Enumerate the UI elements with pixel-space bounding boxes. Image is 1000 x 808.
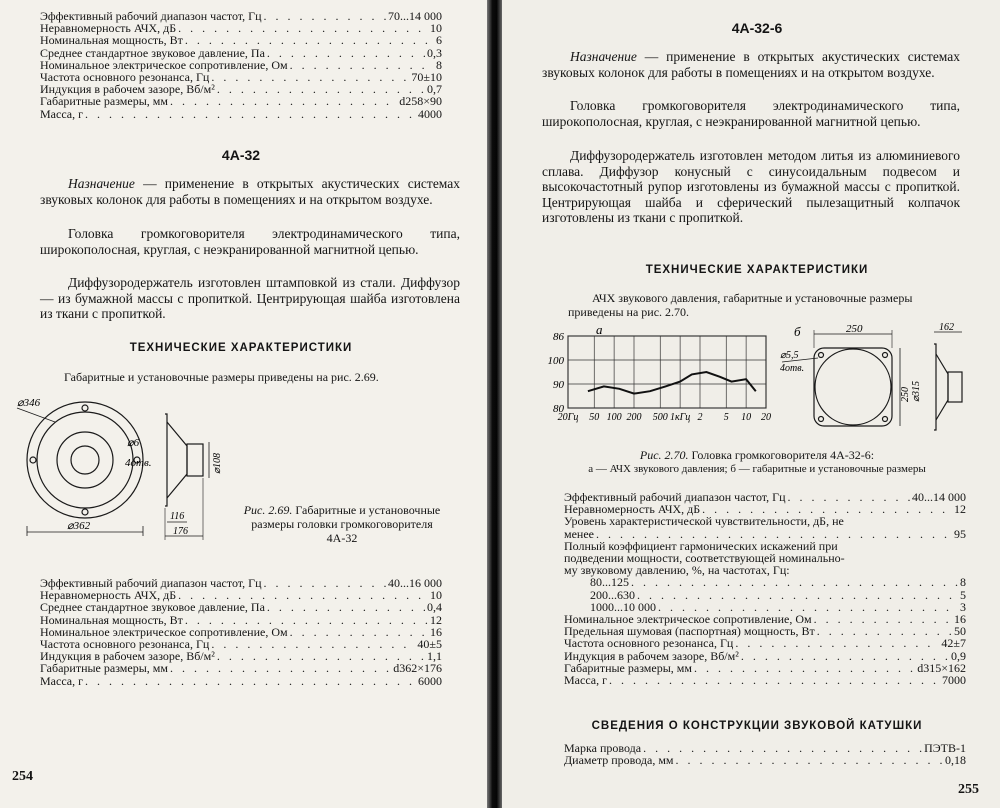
spec-row xyxy=(40,601,442,613)
dim-d108: ⌀108 xyxy=(212,452,223,474)
dim-162: 162 xyxy=(939,322,954,333)
spec-row xyxy=(564,576,966,588)
spec-value: 16 xyxy=(954,612,966,627)
mount-hole xyxy=(30,457,36,463)
dim-d346: ⌀346 xyxy=(17,397,41,409)
spec-row xyxy=(40,95,442,107)
spec-value: 10 xyxy=(430,21,442,36)
type-paragraph: Головка громкоговорителя электродинамического типа, широкополосная, круглая, с неэкранированной магнитной цепью. xyxy=(542,98,960,129)
spec-row xyxy=(40,675,442,687)
construction-paragraph: Диффузородержатель изготовлен методом литья из алюминиевого сплава. Диффузор конусный с синусоидальным подвесом и высокочастотный рупор изготовлены из бумажной массы с пропиткой. Центрирующая шайба и сферический пылезащитный колпачок изготовлены из ткани с пропиткой. xyxy=(542,148,960,226)
spec-row xyxy=(564,754,966,766)
dim-d6: ⌀6 xyxy=(127,437,140,449)
sens-label: менее xyxy=(564,526,594,541)
spec-value: 40±5 xyxy=(417,637,442,652)
right-page xyxy=(502,0,1000,808)
spec-row xyxy=(564,674,966,686)
spec-value: 6 xyxy=(436,33,442,48)
dim-d315: ⌀315 xyxy=(911,380,922,402)
mount-hole xyxy=(883,353,888,358)
spec-value: 8 xyxy=(960,575,966,590)
chart-x-tick: 5 xyxy=(723,412,729,423)
chart-x-tick: 500 xyxy=(652,412,668,423)
spec-label: Габаритные размеры, мм xyxy=(564,660,692,675)
spec-label: Эффективный рабочий диапазон частот, Гц xyxy=(40,576,262,590)
dim-176: 176 xyxy=(173,526,188,537)
spec-label: Номинальная мощность, Вт xyxy=(40,612,183,627)
figure-2-70-caption-sub: а — АЧХ звукового давления; б — габаритные и установочные размеры xyxy=(588,463,926,475)
model-title-4a32: 4А-32 xyxy=(221,147,261,163)
page-number-right: 255 xyxy=(958,782,979,797)
mount-hole xyxy=(819,353,824,358)
spec-label: Предельная шумовая (паспортная) мощность, Вт xyxy=(564,624,815,639)
chart-y-tick: 100 xyxy=(547,355,564,367)
chart-x-tick: 100 xyxy=(606,412,622,423)
square-frame xyxy=(814,348,892,426)
spec-value: ПЭТВ-1 xyxy=(924,741,966,755)
spec-group-a xyxy=(564,491,966,515)
spec-label: 1000...10 000 xyxy=(590,599,656,614)
spec-list-bottom xyxy=(40,577,442,687)
spec-value: 12 xyxy=(430,612,442,627)
figure-2-69-drawing xyxy=(15,394,235,544)
chart-response-curve xyxy=(588,372,756,394)
thd-rows xyxy=(564,576,966,613)
spec-row xyxy=(40,662,442,674)
left-page xyxy=(0,0,487,808)
coil-specs xyxy=(564,742,966,766)
spec-label: Индукция в рабочем зазоре, Вб/м² xyxy=(40,649,215,664)
spec-label: Неравномерность АЧХ, дБ xyxy=(564,502,701,517)
chart-x-tick: 1кГц xyxy=(669,412,691,423)
mount-hole xyxy=(819,417,824,422)
spec-label: Диаметр провода, мм xyxy=(564,753,674,768)
spec-value: 10 xyxy=(430,588,442,603)
spec-row xyxy=(40,47,442,59)
figure-label: Рис. 2.69. xyxy=(243,503,293,517)
spec-label: Индукция в рабочем зазоре, Вб/м² xyxy=(40,82,215,97)
thd-line-2: подведении мощности, соответствующей номинально- xyxy=(564,551,845,566)
dim-d55: ⌀5,5 xyxy=(780,350,799,361)
spec-value: 16 xyxy=(430,624,442,639)
type-paragraph: Головка громкоговорителя электродинамического типа, широкополосная, круглая, с неэкранированной магнитной цепью. xyxy=(40,226,460,257)
chart-x-tick: 20Гц xyxy=(557,412,579,423)
sens-value: 95 xyxy=(954,526,966,541)
figure-label: Рис. 2.70. xyxy=(639,448,689,462)
thd-line-3: му звуковому давлению, %, на частотах, Гц: xyxy=(564,563,790,578)
purpose-paragraph xyxy=(542,49,960,80)
side-profile xyxy=(934,344,936,430)
spec-label: Частота основного резонанса, Гц xyxy=(40,70,210,85)
mount-hole xyxy=(82,509,88,515)
spec-label: Номинальная мощность, Вт xyxy=(40,33,183,48)
frame-circle xyxy=(815,349,891,425)
spec-label: Марка провода xyxy=(564,741,642,755)
spec-value: 4000 xyxy=(418,106,442,121)
spec-label: Номинальное электрическое сопротивление, Ом xyxy=(564,612,812,627)
spec-label: Масса, г xyxy=(40,673,84,688)
mount-hole xyxy=(883,417,888,422)
spec-value: 3 xyxy=(960,599,966,614)
spec-label: Неравномерность АЧХ, дБ xyxy=(40,21,177,36)
spec-value: 0,3 xyxy=(427,45,442,60)
thd-line-1: Полный коэффициент гармонических искажений при xyxy=(564,538,838,553)
coil-section-title: СВЕДЕНИЯ О КОНСТРУКЦИИ ЗВУКОВОЙ КАТУШКИ xyxy=(591,720,923,732)
spec-label: Масса, г xyxy=(40,106,84,121)
spec-value: d315×162 xyxy=(917,660,966,675)
spec-value: 1,1 xyxy=(427,649,442,664)
spec-label: 80...125 xyxy=(590,575,629,590)
spec-value: 0,9 xyxy=(951,648,966,663)
magnet-circle xyxy=(57,432,113,488)
spec-value: 42±7 xyxy=(941,636,966,651)
chart-frame xyxy=(568,336,766,408)
spec-label: Среднее стандартное звуковое давление, Па xyxy=(40,600,265,615)
spec-value: 8 xyxy=(436,57,442,72)
spec-row xyxy=(564,650,966,662)
chart-x-tick: 2 xyxy=(697,412,703,423)
spec-row xyxy=(564,662,966,674)
chart-x-tick: 20 xyxy=(761,412,771,423)
spec-label: Частота основного резонанса, Гц xyxy=(40,637,210,652)
purpose-label: Назначение xyxy=(68,176,135,191)
spec-value: 40...14 000 xyxy=(912,490,966,504)
spec-label: Масса, г xyxy=(564,673,608,688)
model-title-4a32-6: 4А-32-6 xyxy=(731,20,783,36)
chart-x-tick: 50 xyxy=(589,412,600,423)
cap-circle xyxy=(71,446,99,474)
spec-label: Габаритные размеры, мм xyxy=(40,661,168,676)
dim-holes: 4отв. xyxy=(780,363,805,374)
mount-ring-circle xyxy=(37,412,133,508)
tech-section-title: ТЕХНИЧЕСКИЕ ХАРАКТЕРИСТИКИ xyxy=(129,342,353,354)
purpose-text: — применение в открытых акустических системах звуковых колонок для работы в помещениях и на открытом воздухе. xyxy=(40,176,460,207)
spec-value: 7000 xyxy=(942,673,966,688)
sens-row xyxy=(564,528,966,540)
page-number-left: 254 xyxy=(12,769,33,784)
spec-label: Неравномерность АЧХ, дБ xyxy=(40,588,177,603)
spec-label: Среднее стандартное звуковое давление, Па xyxy=(40,45,265,60)
dim-116: 116 xyxy=(170,511,185,522)
spec-value: 0,18 xyxy=(945,753,966,768)
spec-label: Габаритные размеры, мм xyxy=(40,94,168,109)
dim-holes: 4отв. xyxy=(125,457,152,469)
spec-value: 6000 xyxy=(418,673,442,688)
spec-row xyxy=(564,589,966,601)
figure-caption-text: Головка громкоговорителя 4А-32-6: xyxy=(688,448,875,462)
spec-value: d362×176 xyxy=(393,661,442,676)
chart-x-tick: 200 xyxy=(626,412,642,423)
tech-section-title: ТЕХНИЧЕСКИЕ ХАРАКТЕРИСТИКИ xyxy=(645,264,869,276)
side-profile xyxy=(165,414,167,506)
spec-label: Индукция в рабочем зазоре, Вб/м² xyxy=(564,648,739,663)
spec-row xyxy=(40,614,442,626)
dim-d362: ⌀362 xyxy=(67,520,91,532)
figure-2-69-caption xyxy=(236,503,448,545)
chart-y-tick: 80 xyxy=(553,403,564,415)
figure-note: АЧХ звукового давления, габаритные и установочные размеры приведены на рис. 2.70. xyxy=(568,291,913,319)
chart-y-tick: 90 xyxy=(553,379,564,391)
spec-label: Эффективный рабочий диапазон частот, Гц xyxy=(40,9,262,23)
figure-caption-text: Габаритные и установочные размеры головки громкоговорителя 4А-32 xyxy=(251,503,441,545)
spec-value: 12 xyxy=(954,502,966,517)
spec-value: 70±10 xyxy=(411,70,442,85)
spec-value: d258×90 xyxy=(399,94,442,109)
mount-hole xyxy=(82,405,88,411)
chart-x-tick: 10 xyxy=(741,412,752,423)
dim-250-side: 250 xyxy=(900,387,911,402)
purpose-label: Назначение xyxy=(570,49,637,64)
sens-line-1: Уровень характеристической чувствительности, дБ, не xyxy=(564,514,844,529)
spec-label: Номинальное электрическое сопротивление, Ом xyxy=(40,624,288,639)
spec-value: 50 xyxy=(954,624,966,639)
spec-label: Номинальное электрическое сопротивление, Ом xyxy=(40,57,288,72)
spec-row xyxy=(40,108,442,120)
figure-2-70-caption xyxy=(542,448,972,462)
spec-list-right xyxy=(564,491,966,686)
purpose-paragraph xyxy=(40,176,460,207)
dim-250-top: 250 xyxy=(846,323,863,335)
frequency-response-chart xyxy=(534,322,774,432)
dims-note: Габаритные и установочные размеры приведены на рис. 2.69. xyxy=(64,370,379,384)
chart-label-a: а xyxy=(596,322,603,337)
spec-group-b xyxy=(564,613,966,686)
purpose-text: — применение в открытых акустических системах звуковых колонок для работы в помещениях и на открытом воздухе. xyxy=(542,49,960,80)
spec-value: 0,7 xyxy=(427,82,442,97)
chart-y-tick: 86 xyxy=(553,331,564,343)
spec-label: Частота основного резонанса, Гц xyxy=(564,636,734,651)
spec-value: 70...14 000 xyxy=(388,9,442,23)
spec-row xyxy=(40,34,442,46)
drawing-label-b: б xyxy=(794,324,801,339)
spec-value: 40...16 000 xyxy=(388,576,442,590)
spec-label: 200...630 xyxy=(590,587,635,602)
spec-row xyxy=(564,637,966,649)
spec-label: Эффективный рабочий диапазон частот, Гц xyxy=(564,490,786,504)
figure-2-70-drawing xyxy=(774,322,974,440)
book-gutter xyxy=(487,0,502,808)
construction-paragraph: Диффузородержатель изготовлен штамповкой из стали. Диффузор — из бумажной массы с пропиткой. Центрирующая шайба изготовлена из ткани с пропиткой. xyxy=(40,275,460,322)
spec-value: 0,4 xyxy=(427,600,442,615)
spec-list-top xyxy=(40,10,442,120)
spec-value: 5 xyxy=(960,587,966,602)
